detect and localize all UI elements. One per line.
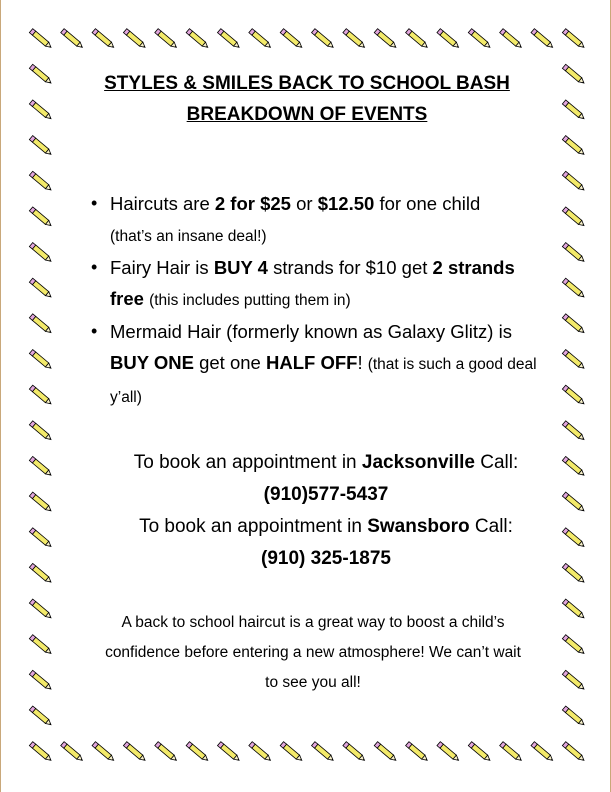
events-list <box>61 188 553 413</box>
booking-jacksonville <box>99 447 553 479</box>
bullet-bold: 2 for $25 <box>214 193 291 214</box>
bullet-text: get one <box>193 352 266 373</box>
pencil-icon <box>374 29 397 50</box>
pencil-icon <box>312 29 335 50</box>
pencil-icon <box>562 314 585 335</box>
pencil-icon <box>280 742 303 763</box>
list-item-fairy-hair <box>91 252 553 316</box>
pencil-icon <box>312 742 335 763</box>
booking-text: Call: <box>469 516 513 537</box>
list-item-haircuts <box>91 188 553 252</box>
pencil-icon <box>186 29 209 50</box>
pencil-icon <box>155 742 178 763</box>
pencil-icon <box>562 706 585 727</box>
pencil-icon <box>249 29 272 50</box>
pencil-icon <box>29 64 52 85</box>
pencil-icon <box>562 350 585 371</box>
pencil-icon <box>61 742 84 763</box>
pencil-icon <box>531 29 554 50</box>
pencil-icon <box>217 742 240 763</box>
title-line-2: BREAKDOWN OF EVENTS <box>186 104 428 125</box>
title-line-1: STYLES & SMILES BACK TO SCHOOL BASH <box>104 73 510 94</box>
pencil-icon <box>500 29 523 50</box>
booking-swansboro <box>99 511 553 543</box>
pencil-icon <box>92 742 115 763</box>
pencil-icon <box>29 350 52 371</box>
pencil-icon <box>468 742 491 763</box>
pencil-icon <box>29 599 52 620</box>
pencil-icon <box>29 385 52 406</box>
booking-text: To book an appointment in <box>139 516 368 537</box>
pencil-icon <box>29 278 52 299</box>
pencil-icon <box>562 64 585 85</box>
pencil-icon <box>29 670 52 691</box>
pencil-icon <box>437 742 460 763</box>
pencil-icon <box>562 563 585 584</box>
pencil-icon <box>374 742 397 763</box>
pencil-icon <box>500 742 523 763</box>
pencil-icon <box>531 742 554 763</box>
pencil-icon <box>29 563 52 584</box>
pencil-icon <box>562 742 585 763</box>
bullet-text: Haircuts are <box>110 193 215 214</box>
pencil-icon <box>29 635 52 656</box>
pencil-icon <box>29 207 52 228</box>
pencil-icon <box>562 136 585 157</box>
pencil-icon <box>562 385 585 406</box>
pencil-icon <box>29 706 52 727</box>
booking-text: To book an appointment in <box>133 452 362 473</box>
bullet-bold: HALF OFF <box>265 352 358 373</box>
pencil-icon <box>562 599 585 620</box>
bullet-bold: BUY ONE <box>110 352 194 373</box>
booking-info <box>61 447 553 575</box>
closing-message: A back to school haircut is a great way to boost a child’s confidence before entering a new atmosphere! We can’t wait to see you all! <box>105 614 521 691</box>
pencil-icon <box>562 207 585 228</box>
pencil-icon <box>123 29 146 50</box>
pencil-icon <box>29 314 52 335</box>
pencil-icon <box>155 29 178 50</box>
bullet-text: or <box>290 193 318 214</box>
pencil-icon <box>61 29 84 50</box>
flyer-title <box>61 68 553 130</box>
pencil-icon <box>29 100 52 121</box>
pencil-icon <box>562 29 585 50</box>
pencil-icon <box>406 742 429 763</box>
bullet-note: (that’s an insane deal!) <box>110 228 267 245</box>
pencil-icon <box>406 29 429 50</box>
bullet-text: for one child <box>374 193 481 214</box>
pencil-icon <box>92 29 115 50</box>
pencil-icon <box>29 243 52 264</box>
pencil-icon <box>29 171 52 192</box>
pencil-icon <box>562 243 585 264</box>
pencil-icon <box>562 456 585 477</box>
flyer-content <box>61 68 553 714</box>
pencil-icon <box>562 171 585 192</box>
pencil-icon <box>217 29 240 50</box>
pencil-icon <box>29 29 52 50</box>
pencil-icon <box>562 635 585 656</box>
pencil-icon <box>562 278 585 299</box>
pencil-icon <box>29 742 52 763</box>
pencil-icon <box>186 742 209 763</box>
pencil-icon <box>343 742 366 763</box>
bullet-text: ! <box>357 352 363 373</box>
pencil-icon <box>29 456 52 477</box>
bullet-bold: 2 strands free <box>110 257 515 309</box>
pencil-icon <box>562 492 585 513</box>
booking-text: Call: <box>474 452 519 473</box>
pencil-icon <box>29 492 52 513</box>
booking-location: Swansboro <box>367 516 470 537</box>
pencil-icon <box>280 29 303 50</box>
phone-swansboro: (910) 325-1875 <box>261 548 391 569</box>
phone-jacksonville: (910)577-5437 <box>263 484 389 505</box>
bullet-bold: $12.50 <box>317 193 375 214</box>
bullet-text: Fairy Hair is <box>110 257 214 278</box>
bullet-bold: BUY 4 <box>213 257 268 278</box>
pencil-icon <box>562 528 585 549</box>
bullet-note: (that is such a good deal y’all) <box>110 356 537 406</box>
pencil-icon <box>29 136 52 157</box>
bullet-text: Mermaid Hair (formerly known as Galaxy Glitz) is <box>110 321 512 342</box>
pencil-icon <box>249 742 272 763</box>
pencil-icon <box>123 742 146 763</box>
booking-location: Jacksonville <box>361 452 475 473</box>
pencil-icon <box>343 29 366 50</box>
pencil-icon <box>29 528 52 549</box>
pencil-icon <box>437 29 460 50</box>
pencil-icon <box>562 670 585 691</box>
pencil-icon <box>562 100 585 121</box>
pencil-icon <box>468 29 491 50</box>
bullet-note: (this includes putting them in) <box>149 292 351 309</box>
pencil-icon <box>562 421 585 442</box>
bullet-text: strands for $10 get <box>267 257 433 278</box>
list-item-mermaid-hair <box>91 316 553 413</box>
pencil-icon <box>29 421 52 442</box>
